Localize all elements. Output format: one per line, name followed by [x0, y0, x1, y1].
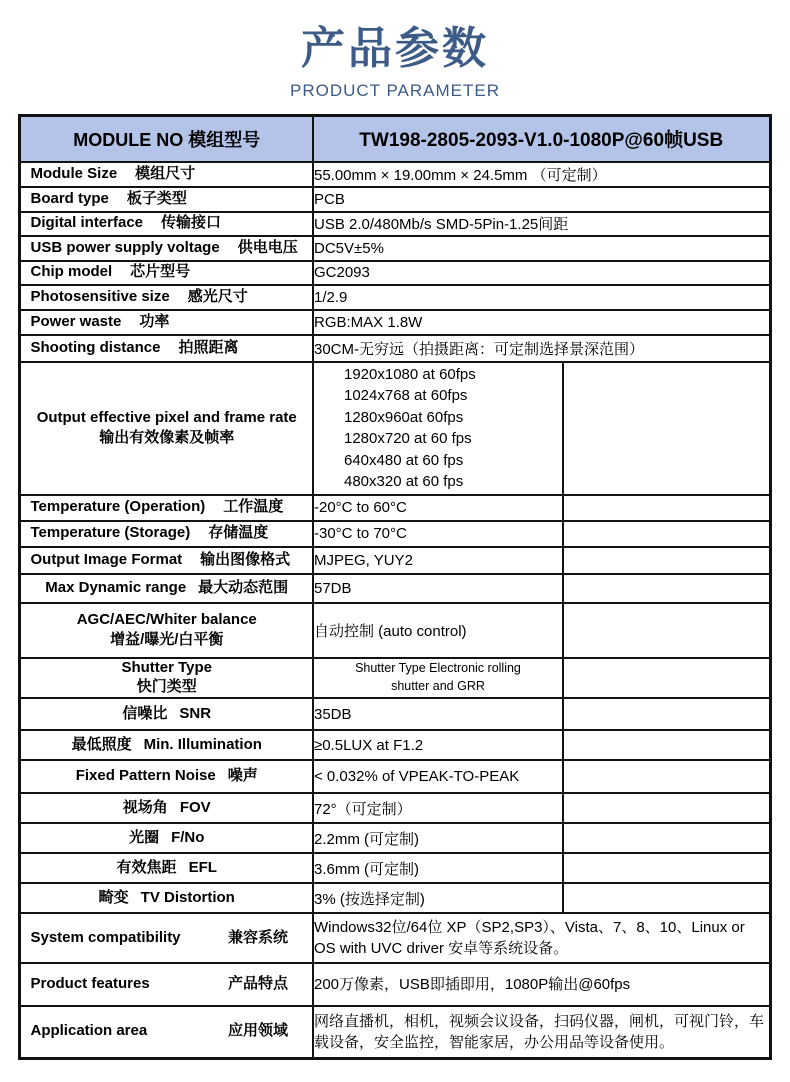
row-temperature-operation: [20, 495, 770, 521]
label-en: Output Image Format: [30, 550, 183, 568]
label-zh: 存储温度: [208, 524, 269, 542]
label-zh: 最低照度: [71, 735, 132, 753]
label-zh: 工作温度: [223, 498, 284, 516]
label-en: Min. Illumination: [143, 735, 262, 753]
param-value: 3% (按选择定制): [313, 883, 563, 913]
row-digital-interface: [20, 212, 770, 236]
row-tv-distortion: [20, 883, 770, 913]
label-zh: 增益/曝光/白平衡: [110, 630, 224, 648]
label-zh: 最大动态范围: [198, 578, 289, 596]
label-zh: 噪声: [227, 767, 258, 785]
row-module-size: [20, 162, 770, 187]
param-value: Windows32位/64位 XP（SP2,SP3）、Vista、7、8、10、Linux or OS with UVC driver 安卓等系统设备。: [313, 913, 770, 963]
empty-cell: [563, 760, 770, 793]
empty-cell: [563, 823, 770, 853]
label-en: Fixed Pattern Noise: [75, 767, 216, 785]
label-en: Power waste: [30, 312, 122, 330]
param-value: < 0.032% of VPEAK-TO-PEAK: [313, 760, 563, 793]
table-header-row: [20, 116, 770, 162]
param-value: 3.6mm (可定制): [313, 853, 563, 883]
row-fov: [20, 793, 770, 823]
spec-table: [18, 114, 771, 1060]
row-agc-aec-white-balance: [20, 603, 770, 658]
label-en: USB power supply voltage: [30, 238, 220, 256]
label-zh: 有效焦距: [116, 858, 177, 876]
label-zh: 信噪比: [122, 704, 168, 722]
row-product-features: [20, 963, 770, 1006]
row-shutter-type: [20, 658, 770, 699]
param-value: RGB:MAX 1.8W: [313, 310, 770, 335]
empty-cell: [563, 362, 770, 495]
row-power-waste: [20, 310, 770, 335]
row-efl: [20, 853, 770, 883]
param-value: 1920x1080 at 60fps 1024x768 at 60fps 1280x960at 60fps 1280x720 at 60 fps 640x480 at 60 fps 480x320 at 60 fps: [313, 362, 563, 495]
label-en: Photosensitive size: [30, 287, 170, 305]
param-value: USB 2.0/480Mb/s SMD-5Pin-1.25间距: [313, 212, 770, 236]
label-en: Module Size: [30, 164, 118, 182]
label-en: Max Dynamic range: [45, 578, 187, 596]
empty-cell: [563, 574, 770, 603]
param-value: 35DB: [313, 698, 563, 730]
param-value: ≥0.5LUX at F1.2: [313, 730, 563, 760]
label-en: Application area: [30, 1022, 148, 1040]
empty-cell: [563, 883, 770, 913]
page-title: 产品参数: [301, 24, 489, 73]
row-max-dynamic-range: [20, 574, 770, 603]
label-en: Temperature (Operation): [30, 498, 206, 516]
param-value: 自动控制 (auto control): [313, 603, 563, 658]
row-f-no: [20, 823, 770, 853]
label-zh: 拍照距离: [178, 338, 239, 356]
param-value: DC5V±5%: [313, 236, 770, 261]
label-zh: 感光尺寸: [187, 287, 248, 305]
row-photosensitive-size: [20, 285, 770, 310]
empty-cell: [563, 658, 770, 699]
row-min-illumination: [20, 730, 770, 760]
empty-cell: [563, 730, 770, 760]
row-shooting-distance: [20, 335, 770, 362]
param-value: PCB: [313, 187, 770, 212]
empty-cell: [563, 521, 770, 547]
label-zh: 输出图像格式: [200, 550, 291, 568]
label-zh: 光圈: [129, 828, 160, 846]
label-en: System compatibility: [30, 928, 181, 946]
empty-cell: [563, 793, 770, 823]
row-chip-model: [20, 261, 770, 285]
label-zh: 板子类型: [126, 189, 187, 207]
row-fixed-pattern-noise: [20, 760, 770, 793]
module-no-header: MODULE NO 模组型号: [20, 116, 313, 162]
label-zh: 产品特点: [227, 975, 288, 993]
label-zh: 兼容系统: [227, 928, 288, 946]
label-en: EFL: [188, 858, 217, 876]
param-value: -30°C to 70°C: [313, 521, 563, 547]
empty-cell: [563, 547, 770, 574]
param-value: 57DB: [313, 574, 563, 603]
label-en: FOV: [179, 798, 211, 816]
label-en: SNR: [179, 704, 212, 722]
label-zh: 快门类型: [136, 678, 197, 696]
label-en: Digital interface: [30, 214, 144, 232]
label-en: Board type: [30, 189, 109, 207]
param-value: 1/2.9: [313, 285, 770, 310]
row-application-area: [20, 1006, 770, 1058]
row-temperature-storage: [20, 521, 770, 547]
label-zh: 模组尺寸: [135, 164, 196, 182]
param-value: Shutter Type Electronic rolling shutter and GRR: [313, 658, 563, 699]
label-en: TV Distortion: [140, 888, 235, 906]
page-subtitle: PRODUCT PARAMETER: [289, 81, 500, 100]
label-zh: 应用领域: [227, 1022, 288, 1040]
label-zh: 芯片型号: [130, 263, 191, 281]
label-en: Output effective pixel and frame rate: [36, 408, 297, 426]
row-system-compatibility: [20, 913, 770, 963]
label-zh: 视场角: [122, 798, 168, 816]
empty-cell: [563, 698, 770, 730]
label-en: Shutter Type: [121, 658, 213, 676]
label-en: Temperature (Storage): [30, 524, 191, 542]
row-output-pixel-framerate: [20, 362, 770, 495]
param-value: GC2093: [313, 261, 770, 285]
label-zh: 供电电压: [237, 238, 298, 256]
label-en: Shooting distance: [30, 338, 161, 356]
param-value: 55.00mm × 19.00mm × 24.5mm （可定制）: [313, 162, 770, 187]
label-zh: 畸变: [98, 888, 129, 906]
row-usb-power-voltage: [20, 236, 770, 261]
label-en: Chip model: [30, 263, 113, 281]
param-value: MJPEG, YUY2: [313, 547, 563, 574]
label-en: AGC/AEC/Whiter balance: [76, 610, 257, 628]
label-zh: 输出有效像素及帧率: [99, 428, 235, 446]
empty-cell: [563, 853, 770, 883]
empty-cell: [563, 603, 770, 658]
label-en: Product features: [30, 975, 150, 993]
param-value: 2.2mm (可定制): [313, 823, 563, 853]
label-zh: 传输接口: [161, 214, 222, 232]
param-value: 200万像素，USB即插即用，1080P输出@60fps: [313, 963, 770, 1006]
row-board-type: [20, 187, 770, 212]
label-zh: 功率: [139, 312, 170, 330]
param-value: 网络直播机，相机，视频会议设备，扫码仪器，闸机，可视门铃，车载设备，安全监控，智能家居，办公用品等设备使用。: [313, 1006, 770, 1058]
param-value: 30CM-无穷远（拍摄距离：可定制选择景深范围）: [313, 335, 770, 362]
row-output-image-format: [20, 547, 770, 574]
param-value: -20°C to 60°C: [313, 495, 563, 521]
row-snr: [20, 698, 770, 730]
label-en: F/No: [171, 828, 205, 846]
empty-cell: [563, 495, 770, 521]
module-no-value: TW198-2805-2093-V1.0-1080P@60帧USB: [313, 116, 770, 162]
param-value: 72°（可定制）: [313, 793, 563, 823]
